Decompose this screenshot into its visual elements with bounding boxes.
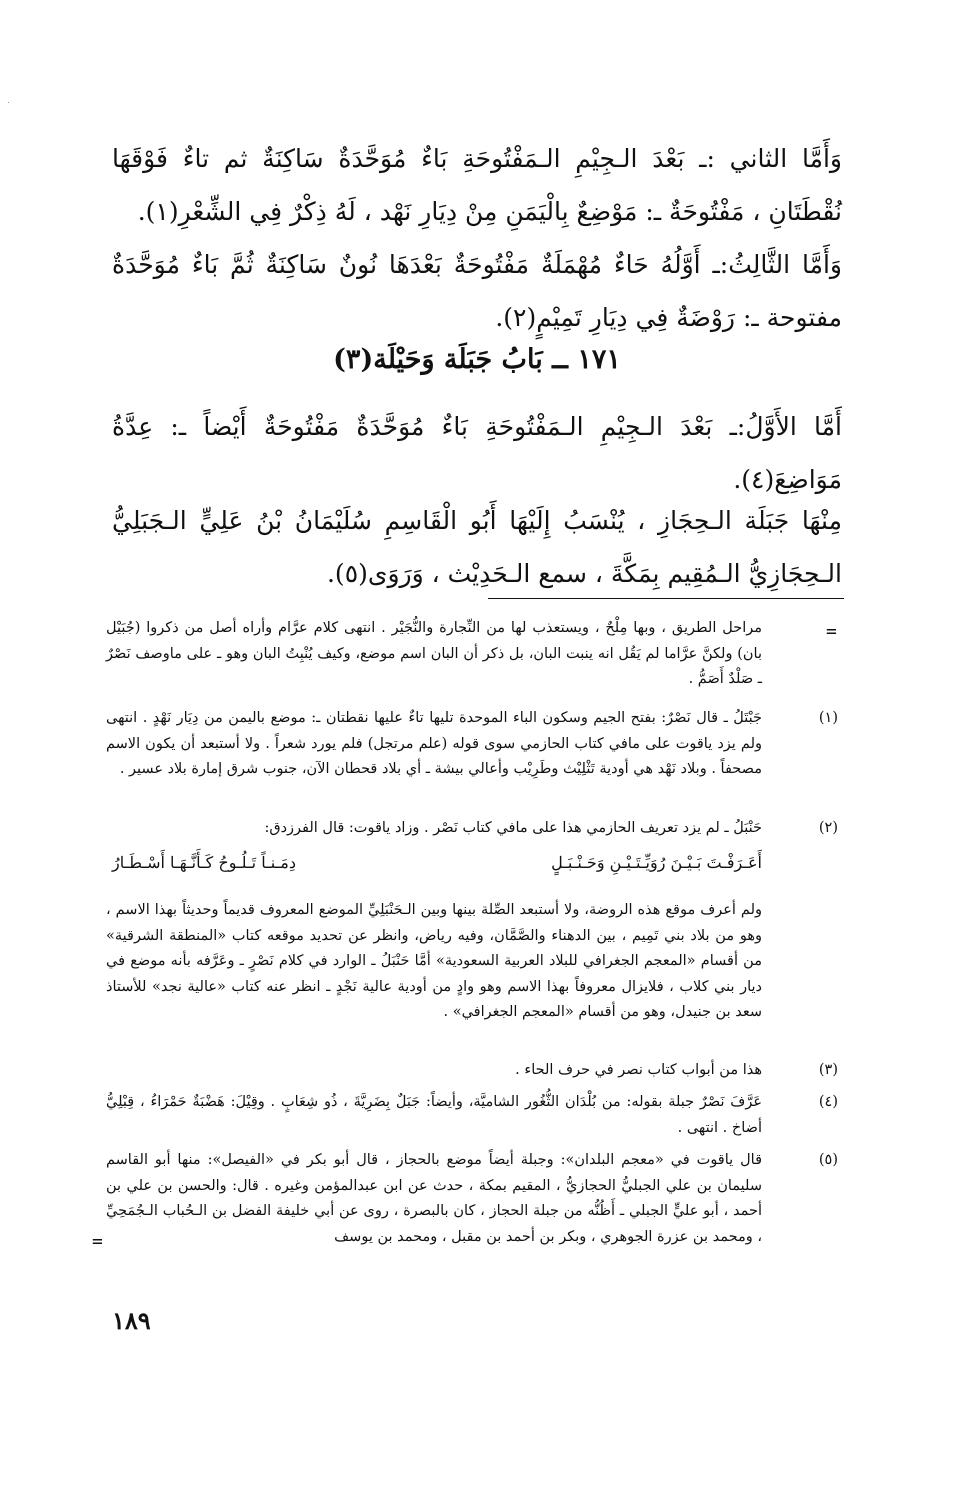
verse-first-hemistich: أَعَـرَفْـتَ بَـيْـنَ رُوَيِّـتَـيْـنِ وَحَـنْـبَـلٍ [551, 853, 762, 872]
footnote-number-1: (١) [818, 710, 838, 726]
footnote-number-2: (٢) [818, 820, 838, 836]
footnote-continued: مراحل الطريق ، وبها مِلْحٌ ، ويستعذب لها من النِّجارة والنُّجَيْر . انتهى كلام عرَّام وأراه أصل من ذكروا (جُبَيْل بان) ولكنَّ عرَّاما لم يَقُل انه ينبت البان، بل ذكر أن البان اسم موضع، وكيف يُنْبِتُ البان وهو ـ على ماوصف نَصْرٌ ـ صَلْدٌ أَصَمُّ . [106, 620, 762, 687]
footnote-number-4: (٤) [818, 1094, 838, 1110]
paragraph-third-entry: وَأَمَّا الثَّالِثُ:ـ أَوَّلُهُ حَاءٌ مُهْمَلَةٌ مَفْتُوحَةٌ بَعْدَهَا نُونٌ سَاكِنَةٌ ثُمَّ بَاءٌ مُوَحَّدَةٌ مفتوحة ـ: رَوْضَةٌ فِي دِيَارِ تَمِيْمٍ(٢). [112, 250, 842, 332]
margin-dot [8, 102, 9, 103]
footnote-2-continued: ولم أعرف موقع هذه الروضة، ولا أستبعد الصِّلة بينها وبين الـحَنْبَلِيِّ الموضع المعروف قديماً وحديثاً بهذا الاسم ، وهو من بلاد بني تَمِيم ، بين الدهناء والصَّمَّان، وفيه رياض، وانظر عن تحديد موقعه كتاب «المنطقة الشرقية» من أقسام «المعجم الجغرافي للبلاد العربية السعودية» أمَّا حَنْبَلُ ـ الوارد في كلام نَصْرٍ ـ وعَرَّفه بأنه موضع في ديار بني كلاب ، فلايزال معروفاً بهذا الاسم وهو وادٍ من أودية عالية نَجْدٍ ـ انظر عنه كتاب «عالية نجد» للأستاذ سعد بن جنيدل، وهو من أقسام «المعجم الجغرافي» . [106, 902, 762, 1020]
page-number: ١٨٩ [112, 1306, 151, 1335]
footnote-3: هذا من أبواب كتاب نصر في حرف الحاء . [515, 1062, 762, 1078]
verse-second-hemistich: دِمَـنـاً تَـلُـوحُ كَـأَنَّـهَـا أَسْـطَـارُ [112, 853, 296, 872]
paragraph-jabala-hijaz: مِنْهَا جَبَلَة الـحِجَازِ ، يُنْسَبُ إِلَيْهَا أَبُو الْقَاسِمِ سُلَيْمَانُ بْنُ عَلِيٍّ الـجَبَلِيُّ الـحِجَازِيُّ الـمُقِيم بِمَكَّةَ ، سمع الـحَدِيْث ، وَرَوَى(٥). [112, 506, 842, 588]
footnote-2: حَنْبَلُ ـ لم يزد تعريف الحازمي هذا على مافي كتاب نَصْر . وزاد ياقوت: قال الفرزدق: [264, 820, 762, 836]
footnote-4: عَرَّفَ نَصْرٌ جبلة بقوله: من بُلْدَان الثُّغُور الشاميَّة، وأيضاً: جَبَلٌ بِضَرِيَّةَ ، ذُو شِعَابٍ . وقِيْلَ: هَضْبَةٌ حَمْرَاءُ ، قِبْلِيُّ أضاخ . انتهى . [106, 1094, 762, 1136]
section-heading: ١٧١ ــ بَابُ جَبَلَة وَحَيْلَة(٣) [333, 344, 621, 375]
footnote-5: قال ياقوت في «معجم البلدان»: وجبلة أيضاً موضع بالحجاز ، قال أبو بكر في «الفيصل»: منها أبو القاسم سليمان بن علي الجبليُّ الحجازيُّ ، المقيم بمكة ، حدث عن ابن عبدالمؤمن وغيره . قال: والحسن بن علي بن أحمد ، أبو عليٍّ الجبلي ـ أَظُنُّه من جبلة الحجاز ، كان بالبصرة ، روى عن أبي خليفة الفضل بن الـحُباب الـجُمَحِيِّ ، ومحمد بن عزرة الجوهري ، وبكر بن أحمد بن مقبل ، ومحمد بن يوسف [106, 1152, 762, 1245]
footnote-1: جَبْتَلُ ـ قال نَصْرٌ: بفتح الجيم وسكون الباء الموحدة تليها تاءٌ عليها نقطتان ـ: موضع باليمن من دِيَار نَهْدٍ . انتهى ولم يزد ياقوت على مافي كتاب الحازمي سوى قوله (علم مرتجل) فلم يورد شعراً . ولا أستبعد أن يكون الاسم مصحفاً . وبلاد نَهْد هي أودية تَثْلِيْث وطَرِيْب وأعالي بيشة ـ أي بلاد قحطان الآن، جنوب شرق إمارة بلاد عسير . [106, 710, 762, 777]
footnote-separator [488, 598, 844, 599]
paragraph-first-entry: أَمَّا الأَوَّلُ:ـ بَعْدَ الـجِيْمِ الـمَفْتُوحَةِ بَاءٌ مُوَحَّدَةٌ مَفْتُوحَةٌ أَيْضاً ـ: عِدَّةُ مَوَاضِعَ(٤). [112, 412, 842, 494]
footnote-number-3: (٣) [818, 1062, 838, 1078]
paragraph-second-entry: وَأَمَّا الثاني :ـ بَعْدَ الـجِيْمِ الـمَفْتُوحَةِ بَاءٌ مُوَحَّدَةٌ سَاكِنَةٌ ثم تاءٌ فَوْقَهَا نُقْطَتَانِ ، مَفْتُوحَةٌ ـ: مَوْضِعٌ بِالْيَمَنِ مِنْ دِيَارِ نَهْد ، لَهُ ذِكْرٌ فِي الشِّعْرِ(١). [112, 144, 842, 226]
poetry-verse [112, 850, 762, 876]
continuation-mark: = [826, 621, 837, 642]
footnote-number-5: (٥) [818, 1152, 838, 1168]
end-continuation-mark: = [92, 1231, 103, 1252]
